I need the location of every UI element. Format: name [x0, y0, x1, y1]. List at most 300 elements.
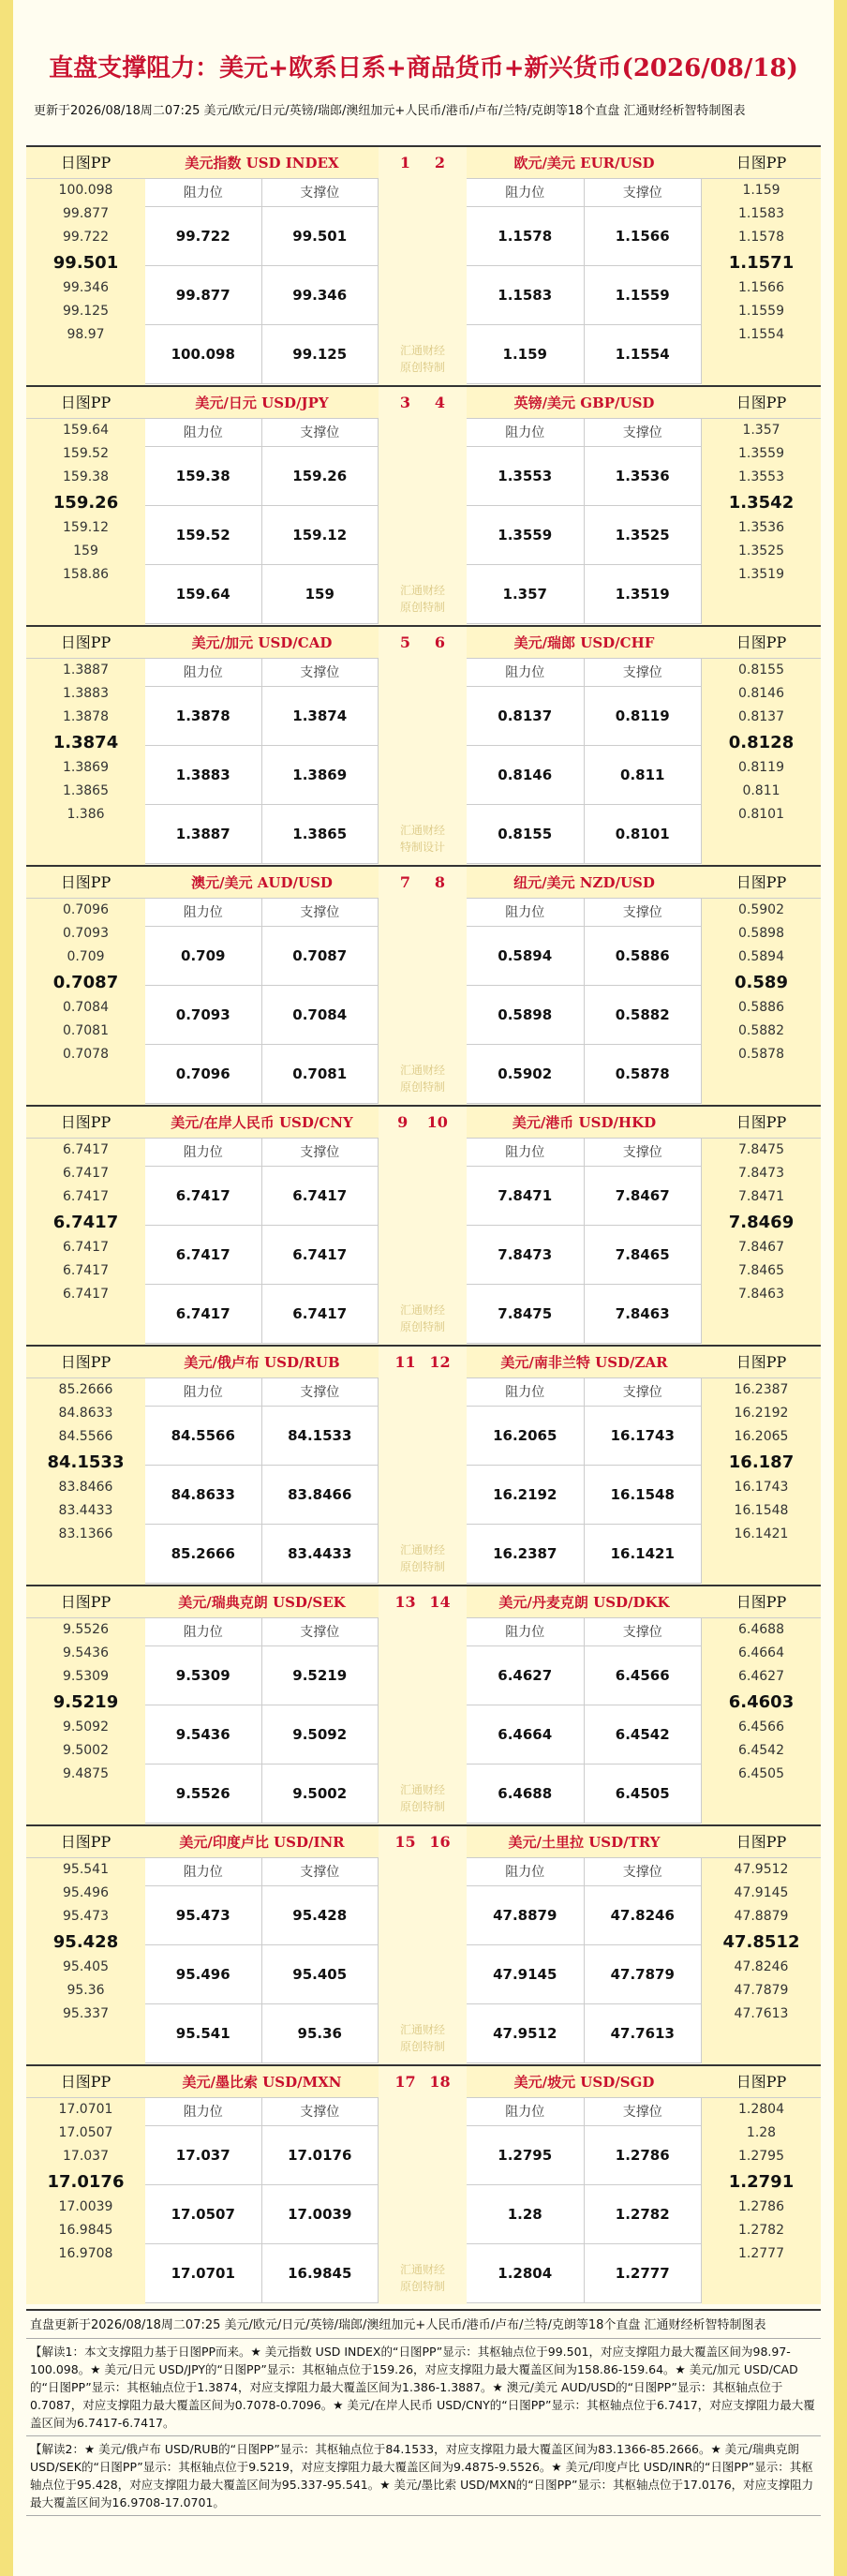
- pp-level: 9.5309: [63, 1669, 109, 1684]
- resistance-value: 17.037: [145, 2126, 262, 2185]
- pp-header: 日图PP: [26, 387, 145, 419]
- watermark-line: 汇通财经: [399, 344, 445, 357]
- pp-level: 100.098: [58, 183, 113, 198]
- table-header-row: [467, 899, 702, 927]
- table-row: [467, 1945, 702, 2004]
- pp-level: 83.8466: [58, 1480, 113, 1495]
- pp-level: 158.86: [63, 567, 109, 582]
- pair-name: 美元/瑞郎 USD/CHF: [467, 627, 702, 659]
- support-value: 16.1743: [585, 1407, 703, 1466]
- support-value: 0.8101: [585, 805, 703, 864]
- resistance-value: 1.3887: [145, 805, 262, 864]
- pp-level: 17.037: [63, 2149, 109, 2164]
- table-row: [467, 927, 702, 986]
- resistance-value: 95.496: [145, 1945, 262, 2004]
- pp-level: 16.2065: [734, 1429, 789, 1444]
- resistance-value: 1.3559: [467, 506, 585, 565]
- table-header-row: [145, 2098, 379, 2126]
- support-value: 7.8463: [585, 1285, 703, 1344]
- pair-name: 美元/瑞典克朗 USD/SEK: [145, 1586, 379, 1618]
- support-value: 99.501: [262, 207, 379, 266]
- table-row: [467, 447, 702, 506]
- pair-table-left: [145, 627, 379, 865]
- table-row: [145, 1167, 379, 1226]
- table-header-row: [145, 659, 379, 687]
- pair-number: 13: [394, 1593, 416, 1611]
- table-header-row: [145, 1378, 379, 1407]
- support-header: 支撑位: [262, 1618, 379, 1646]
- pair-name: 美元/坡元 USD/SGD: [467, 2066, 702, 2098]
- pp-level: 99.877: [63, 206, 109, 221]
- resistance-value: 1.3883: [145, 746, 262, 805]
- block-number-column: [379, 1826, 467, 2064]
- pair-table-right: [467, 1347, 702, 1585]
- pp-level: 95.337: [63, 2006, 109, 2021]
- resistance-header: 阻力位: [467, 419, 585, 447]
- resistance-value: 16.2387: [467, 1525, 585, 1584]
- pp-level: 6.4664: [738, 1645, 784, 1660]
- table-row: [145, 2244, 379, 2303]
- table-row: [145, 447, 379, 506]
- pp-level: 6.7417: [63, 1240, 109, 1255]
- footer: [26, 2309, 821, 2516]
- resistance-value: 47.9512: [467, 2004, 585, 2063]
- pairs-table: [26, 145, 821, 2304]
- pp-level: 17.0701: [58, 2102, 113, 2117]
- pp-column-right: [702, 2066, 821, 2304]
- pair-table-right: [467, 867, 702, 1105]
- support-value: 0.5886: [585, 927, 703, 986]
- pp-level: 1.3559: [738, 446, 784, 461]
- pair-name: 美元/加元 USD/CAD: [145, 627, 379, 659]
- support-value: 1.2782: [585, 2185, 703, 2244]
- table-header-row: [467, 2098, 702, 2126]
- pp-level: 6.7417: [63, 1166, 109, 1181]
- pair-block: [26, 2064, 821, 2304]
- table-row: [467, 207, 702, 266]
- pivot-point: 16.187: [728, 1452, 795, 1472]
- table-row: [145, 1466, 379, 1525]
- pp-level: 0.5878: [738, 1047, 784, 1062]
- block-numbers: [379, 1347, 467, 1378]
- watermark: [379, 1302, 467, 1335]
- pp-header: 日图PP: [26, 2066, 145, 2098]
- pair-table-right: [467, 1826, 702, 2064]
- pp-level: 1.159: [742, 183, 780, 198]
- pivot-point: 6.7417: [52, 1213, 119, 1232]
- pp-level: 1.1566: [738, 280, 784, 295]
- pp-level: 159.38: [63, 469, 109, 484]
- pp-level: 98.97: [67, 327, 105, 342]
- pivot-point: 159.26: [52, 493, 119, 513]
- table-row: [467, 565, 702, 624]
- support-header: 支撑位: [585, 1618, 703, 1646]
- table-row: [467, 805, 702, 864]
- pp-level: 1.3519: [738, 567, 784, 582]
- resistance-value: 9.5526: [145, 1764, 262, 1824]
- table-row: [145, 506, 379, 565]
- pp-level: 0.7093: [63, 926, 109, 941]
- pair-table-left: [145, 1586, 379, 1824]
- pivot-point: 99.501: [52, 253, 119, 273]
- pp-column-right: [702, 1586, 821, 1824]
- resistance-value: 1.357: [467, 565, 585, 624]
- pair-number: 15: [394, 1833, 416, 1851]
- pair-table-left: [145, 387, 379, 625]
- pp-column-right: [702, 387, 821, 625]
- pivot-point: 17.0176: [47, 2172, 125, 2192]
- pp-level: 1.1554: [738, 327, 784, 342]
- resistance-value: 1.1583: [467, 266, 585, 325]
- resistance-value: 17.0507: [145, 2185, 262, 2244]
- pivot-point: 1.1571: [728, 253, 795, 273]
- table-header-row: [467, 419, 702, 447]
- watermark-line: 汇通财经: [399, 1303, 445, 1317]
- pp-level: 1.3865: [63, 783, 109, 798]
- resistance-value: 1.3878: [145, 687, 262, 746]
- pair-number: 11: [394, 1353, 416, 1371]
- table-row: [467, 2244, 702, 2303]
- support-value: 1.1559: [585, 266, 703, 325]
- resistance-value: 85.2666: [145, 1525, 262, 1584]
- resistance-value: 6.4627: [467, 1646, 585, 1705]
- pp-level: 1.2786: [738, 2199, 784, 2214]
- resistance-value: 0.709: [145, 927, 262, 986]
- resistance-header: 阻力位: [145, 1618, 262, 1646]
- resistance-value: 0.5898: [467, 986, 585, 1045]
- resistance-value: 1.1578: [467, 207, 585, 266]
- support-header: 支撑位: [262, 1378, 379, 1407]
- support-value: 6.7417: [262, 1167, 379, 1226]
- pp-level: 1.3883: [63, 686, 109, 701]
- table-row: [467, 1646, 702, 1705]
- support-value: 0.811: [585, 746, 703, 805]
- pp-level: 0.7078: [63, 1047, 109, 1062]
- pair-number: 18: [429, 2073, 451, 2091]
- pair-name: 纽元/美元 NZD/USD: [467, 867, 702, 899]
- pp-header: 日图PP: [702, 1347, 821, 1378]
- support-header: 支撑位: [585, 1378, 703, 1407]
- table-row: [145, 1285, 379, 1344]
- support-header: 支撑位: [262, 179, 379, 207]
- support-value: 47.7879: [585, 1945, 703, 2004]
- pp-level: 1.357: [742, 423, 780, 438]
- support-value: 95.405: [262, 1945, 379, 2004]
- resistance-header: 阻力位: [467, 2098, 585, 2126]
- pp-level: 83.1366: [58, 1526, 113, 1541]
- watermark-line: 汇通财经: [399, 1543, 445, 1556]
- block-numbers: [379, 2066, 467, 2098]
- table-row: [467, 1764, 702, 1824]
- support-value: 17.0039: [262, 2185, 379, 2244]
- resistance-value: 84.8633: [145, 1466, 262, 1525]
- pp-level: 47.7879: [734, 1983, 789, 1998]
- support-value: 1.3525: [585, 506, 703, 565]
- pp-level: 95.541: [63, 1862, 109, 1877]
- resistance-value: 7.8475: [467, 1285, 585, 1344]
- table-header-row: [145, 1858, 379, 1886]
- pivot-point: 1.2791: [728, 2172, 795, 2192]
- resistance-value: 0.7096: [145, 1045, 262, 1104]
- watermark-line: 原创特制: [399, 1320, 445, 1333]
- pair-name: 美元/墨比索 USD/MXN: [145, 2066, 379, 2098]
- resistance-value: 0.5902: [467, 1045, 585, 1104]
- support-header: 支撑位: [262, 419, 379, 447]
- table-row: [467, 1285, 702, 1344]
- table-row: [145, 1646, 379, 1705]
- pp-level: 6.7417: [63, 1142, 109, 1157]
- pair-number: 8: [434, 873, 446, 891]
- table-row: [467, 325, 702, 384]
- table-header-row: [467, 179, 702, 207]
- resistance-value: 7.8473: [467, 1226, 585, 1285]
- pp-level: 0.811: [742, 783, 780, 798]
- support-header: 支撑位: [585, 659, 703, 687]
- support-value: 1.2786: [585, 2126, 703, 2185]
- table-row: [145, 1764, 379, 1824]
- pp-level: 1.3553: [738, 469, 784, 484]
- pp-header: 日图PP: [702, 627, 821, 659]
- support-header: 支撑位: [585, 899, 703, 927]
- pair-block: [26, 1824, 821, 2064]
- resistance-header: 阻力位: [145, 2098, 262, 2126]
- table-row: [145, 805, 379, 864]
- pp-level: 16.2387: [734, 1382, 789, 1397]
- table-row: [467, 746, 702, 805]
- pair-block: [26, 1585, 821, 1824]
- pp-level: 1.3536: [738, 520, 784, 535]
- pp-level: 0.5898: [738, 926, 784, 941]
- pp-column-right: [702, 1107, 821, 1345]
- support-header: 支撑位: [585, 419, 703, 447]
- support-header: 支撑位: [585, 1139, 703, 1167]
- table-header-row: [467, 659, 702, 687]
- pp-level: 6.4627: [738, 1669, 784, 1684]
- support-value: 0.5882: [585, 986, 703, 1045]
- pair-name: 英镑/美元 GBP/USD: [467, 387, 702, 419]
- pp-level: 0.5886: [738, 1000, 784, 1015]
- table-row: [467, 687, 702, 746]
- resistance-value: 159.52: [145, 506, 262, 565]
- resistance-header: 阻力位: [145, 659, 262, 687]
- pair-name: 美元/港币 USD/HKD: [467, 1107, 702, 1139]
- table-row: [145, 2185, 379, 2244]
- pair-table-right: [467, 627, 702, 865]
- resistance-header: 阻力位: [145, 1139, 262, 1167]
- pair-table-right: [467, 387, 702, 625]
- resistance-value: 16.2192: [467, 1466, 585, 1525]
- table-row: [467, 1466, 702, 1525]
- block-numbers: [379, 387, 467, 419]
- pp-level: 16.9845: [58, 2223, 113, 2238]
- support-value: 17.0176: [262, 2126, 379, 2185]
- resistance-value: 159.64: [145, 565, 262, 624]
- pp-level: 159.12: [63, 520, 109, 535]
- pair-number: 12: [429, 1353, 451, 1371]
- pair-table-left: [145, 1826, 379, 2064]
- support-value: 95.36: [262, 2004, 379, 2063]
- resistance-header: 阻力位: [145, 1858, 262, 1886]
- watermark: [379, 1062, 467, 1095]
- watermark: [379, 1541, 467, 1575]
- pair-block: [26, 1105, 821, 1345]
- resistance-value: 0.8155: [467, 805, 585, 864]
- pp-header: 日图PP: [702, 867, 821, 899]
- table-header-row: [467, 1858, 702, 1886]
- pp-level: 0.8119: [738, 760, 784, 775]
- watermark-line: 汇通财经: [399, 584, 445, 597]
- pp-level: 1.2777: [738, 2246, 784, 2261]
- watermark-line: 汇通财经: [399, 1064, 445, 1077]
- resistance-header: 阻力位: [145, 899, 262, 927]
- support-value: 47.7613: [585, 2004, 703, 2063]
- pair-name: 欧元/美元 EUR/USD: [467, 147, 702, 179]
- table-row: [467, 2126, 702, 2185]
- watermark: [379, 822, 467, 856]
- pivot-point: 6.4603: [728, 1692, 795, 1712]
- pair-number: 7: [399, 873, 411, 891]
- pp-level: 1.2795: [738, 2149, 784, 2164]
- pp-level: 7.8465: [738, 1263, 784, 1278]
- pp-level: 85.2666: [58, 1382, 113, 1397]
- watermark: [379, 582, 467, 616]
- pp-level: 95.405: [63, 1959, 109, 1974]
- table-row: [467, 266, 702, 325]
- resistance-value: 84.5566: [145, 1407, 262, 1466]
- block-numbers: [379, 1107, 467, 1139]
- pp-level: 7.8467: [738, 1240, 784, 1255]
- pp-level: 1.3525: [738, 543, 784, 558]
- pp-level: 1.28: [746, 2125, 777, 2140]
- table-row: [145, 986, 379, 1045]
- table-row: [467, 1525, 702, 1584]
- pair-number: 17: [394, 2073, 416, 2091]
- resistance-value: 9.5309: [145, 1646, 262, 1705]
- block-numbers: [379, 627, 467, 659]
- pp-header: 日图PP: [702, 1826, 821, 1858]
- pp-level: 0.8146: [738, 686, 784, 701]
- support-value: 0.7087: [262, 927, 379, 986]
- pp-column-left: [26, 627, 145, 865]
- resistance-header: 阻力位: [467, 179, 585, 207]
- pp-column-left: [26, 387, 145, 625]
- table-row: [467, 1886, 702, 1945]
- pair-block: [26, 865, 821, 1105]
- explanation-2: 【解读2：★ 美元/俄卢布 USD/RUB的“日图PP”显示：其枢轴点位于84.1533，对应支撑阻力最大覆盖区间为83.1366-85.2666。★ 美元/瑞典克朗 USD/SEK的“日图PP”显示：其枢轴点位于9.5219，对应支撑阻力最大覆盖区间为9.4875-9.5526。★ 美元/印度卢比 USD/INR的“日图PP”显示：其枢轴点位于95.428，对应支撑阻力最大覆盖区间为95.337-95.541。★ 美元/墨比索 USD/MXN的“日图PP”显示：其枢轴点位于17.0176，对应支撑阻力最大覆盖区间为16.9708-17.0701。: [26, 2436, 821, 2516]
- pivot-point: 0.8128: [728, 733, 795, 752]
- pp-level: 6.7417: [63, 1189, 109, 1204]
- pair-number: 4: [434, 394, 446, 411]
- pp-level: 1.1578: [738, 230, 784, 245]
- pp-header: 日图PP: [26, 867, 145, 899]
- support-value: 1.3519: [585, 565, 703, 624]
- support-header: 支撑位: [262, 1139, 379, 1167]
- block-number-column: [379, 627, 467, 865]
- pp-level: 1.2782: [738, 2223, 784, 2238]
- pp-level: 16.1743: [734, 1480, 789, 1495]
- watermark-line: 汇通财经: [399, 2023, 445, 2036]
- support-value: 1.3536: [585, 447, 703, 506]
- pp-column-left: [26, 1586, 145, 1824]
- watermark: [379, 2261, 467, 2295]
- pp-level: 17.0507: [58, 2125, 113, 2140]
- pp-level: 47.8879: [734, 1909, 789, 1924]
- watermark-line: 原创特制: [399, 1080, 445, 1094]
- pair-number: 16: [429, 1833, 451, 1851]
- pp-header: 日图PP: [702, 147, 821, 179]
- pivot-point: 84.1533: [47, 1452, 125, 1472]
- resistance-value: 99.722: [145, 207, 262, 266]
- pair-table-left: [145, 147, 379, 385]
- pp-level: 0.5894: [738, 949, 784, 964]
- resistance-header: 阻力位: [145, 419, 262, 447]
- resistance-value: 6.7417: [145, 1226, 262, 1285]
- pair-number: 14: [429, 1593, 451, 1611]
- pp-level: 159.64: [63, 423, 109, 438]
- watermark-line: 特制设计: [399, 841, 445, 854]
- resistance-value: 6.4664: [467, 1705, 585, 1764]
- pp-level: 6.4688: [738, 1622, 784, 1637]
- pair-number: 1: [399, 154, 411, 171]
- header: [13, 0, 834, 141]
- block-number-column: [379, 147, 467, 385]
- pp-level: 7.8471: [738, 1189, 784, 1204]
- block-numbers: [379, 867, 467, 899]
- pair-name: 美元指数 USD INDEX: [145, 147, 379, 179]
- pp-level: 99.125: [63, 304, 109, 319]
- support-value: 16.9845: [262, 2244, 379, 2303]
- pp-level: 1.3878: [63, 709, 109, 724]
- pp-level: 83.4433: [58, 1503, 113, 1518]
- support-value: 1.1566: [585, 207, 703, 266]
- resistance-value: 1.28: [467, 2185, 585, 2244]
- block-number-column: [379, 867, 467, 1105]
- pp-level: 9.5526: [63, 1622, 109, 1637]
- resistance-value: 0.8146: [467, 746, 585, 805]
- table-row: [467, 986, 702, 1045]
- table-row: [145, 1525, 379, 1584]
- resistance-value: 16.2065: [467, 1407, 585, 1466]
- pp-level: 1.1559: [738, 304, 784, 319]
- table-row: [467, 1705, 702, 1764]
- pair-name: 美元/俄卢布 USD/RUB: [145, 1347, 379, 1378]
- pp-column-right: [702, 1347, 821, 1585]
- watermark: [379, 2021, 467, 2055]
- pp-level: 7.8475: [738, 1142, 784, 1157]
- pair-table-right: [467, 2066, 702, 2304]
- pair-table-right: [467, 1107, 702, 1345]
- resistance-value: 100.098: [145, 325, 262, 384]
- table-row: [145, 325, 379, 384]
- update-line: 更新于2026/08/18周二07:25 美元/欧元/日元/英镑/瑞郎/澳纽加元+人民币/港币/卢布/兰特/克朗等18个直盘 汇通财经析智特制图表: [34, 104, 746, 118]
- pp-level: 16.2192: [734, 1406, 789, 1421]
- pp-level: 99.722: [63, 230, 109, 245]
- resistance-value: 99.877: [145, 266, 262, 325]
- table-row: [467, 2185, 702, 2244]
- resistance-value: 95.541: [145, 2004, 262, 2063]
- table-row: [145, 927, 379, 986]
- resistance-header: 阻力位: [145, 1378, 262, 1407]
- table-header-row: [145, 899, 379, 927]
- pair-table-left: [145, 867, 379, 1105]
- support-value: 84.1533: [262, 1407, 379, 1466]
- table-header-row: [145, 179, 379, 207]
- table-row: [145, 2004, 379, 2063]
- support-value: 9.5219: [262, 1646, 379, 1705]
- pair-name: 美元/丹麦克朗 USD/DKK: [467, 1586, 702, 1618]
- pp-level: 47.8246: [734, 1959, 789, 1974]
- pp-column-left: [26, 2066, 145, 2304]
